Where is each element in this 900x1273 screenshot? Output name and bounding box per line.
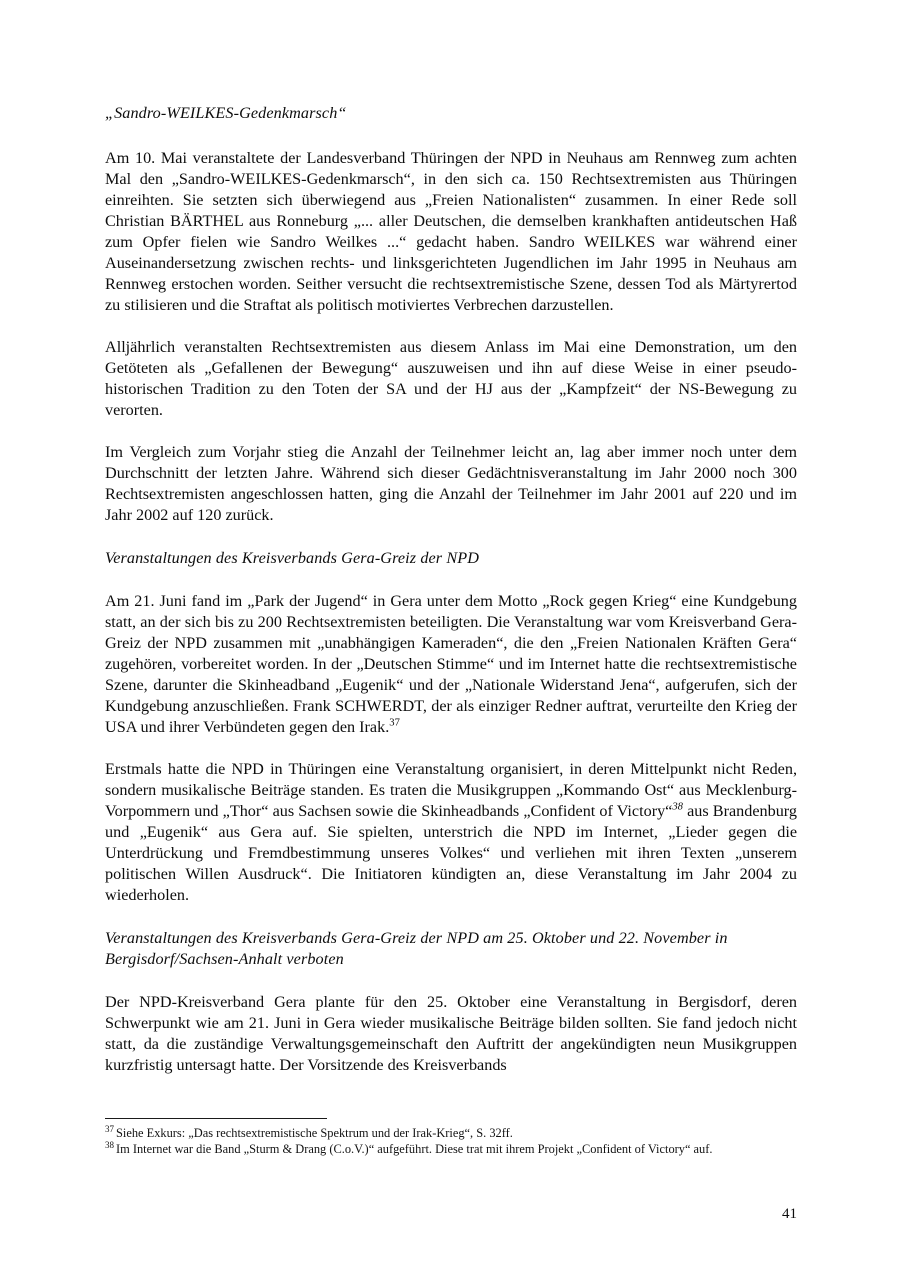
footnote-text: Im Internet war die Band „Sturm & Drang (C.o.V.)“ aufgeführt. Diese trat mit ihrem Projekt „Confident of Victory“ auf.: [116, 1142, 713, 1156]
paragraph-annual-demonstration: Alljährlich veranstalten Rechtsextremisten aus diesem Anlass im Mai eine Demonstration, um den Getöteten als „Gefallenen der Bewegung“ auszuweisen und ihn auf diese Weise in einer pseudo-historischen Tradition zu den Toten der SA und der HJ aus der „Kampfzeit“ der NS-Bewegung zu verorten.: [105, 338, 797, 419]
footnote-item: [105, 1125, 797, 1141]
spacer: [105, 526, 797, 548]
footnote-reference-37[interactable]: 37: [389, 717, 400, 729]
spacer: [105, 970, 797, 992]
footnote-number: 37: [105, 1123, 114, 1134]
footnote-item: [105, 1141, 797, 1157]
footnote-reference-38[interactable]: 38: [672, 801, 683, 813]
paragraph-text: Am 21. Juni fand im „Park der Jugend“ in Gera unter dem Motto „Rock gegen Krieg“ eine Kundgebung statt, an der sich bis zu 200 Rechtsextremisten beteiligten. Die Veranstaltung war vom Kreisverband Gera-Greiz der NPD zusammen mit „unabhängigen Kameraden“, die den „Freien Nationalen Kräften Gera“ zugehören, vorbereitet worden. In der „Deutschen Stimme“ und im Internet hatte die rechtsextremistische Szene, darunter die Skinheadband „Eugenik“ und der „Nationale Widerstand Jena“, aufgerufen, sich der Kundgebung anzuschließen. Frank SCHWERDT, der als einziger Redner auftrat, verurteilte den Krieg der USA und ihrer Verbündeten gegen den Irak.: [105, 592, 797, 736]
paragraph-music-event: [105, 759, 797, 906]
section-heading-sandro-weilkes-gedenkmarsch: „Sandro-WEILKES-Gedenkmarsch“: [105, 104, 347, 122]
section-heading-bergisdorf-verboten: Veranstaltungen des Kreisverbands Gera-Greiz der NPD am 25. Oktober und 22. November in Bergisdorf/Sachsen-Anhalt verboten: [105, 929, 728, 968]
footnote-area: [105, 1118, 797, 1157]
section-heading-kreisverband-gera-greiz: Veranstaltungen des Kreisverbands Gera-Greiz der NPD: [105, 549, 480, 567]
spacer: [105, 906, 797, 928]
footnote-text: Siehe Exkurs: „Das rechtsextremistische Spektrum und der Irak-Krieg“, S. 32ff.: [116, 1126, 513, 1140]
footnote-number: 38: [105, 1139, 114, 1150]
paragraph-rock-gegen-krieg-rally: [105, 591, 797, 738]
spacer: [105, 421, 797, 442]
spacer: [105, 316, 797, 337]
paragraph-bergisdorf-event-banned: Der NPD-Kreisverband Gera plante für den 25. Oktober eine Veranstaltung in Bergisdorf, deren Schwerpunkt wie am 21. Juni in Gera wieder musikalische Beiträge bilden sollten. Sie fand jedoch nicht statt, da die zuständige Verwaltungsgemeinschaft den Auftritt der angekündigten neun Musikgruppen kurzfristig untersagt hatte. Der Vorsitzende des Kreisverbands: [105, 993, 797, 1074]
footnote-separator-rule: [105, 1118, 327, 1119]
spacer: [105, 124, 797, 148]
spacer: [105, 569, 797, 591]
page-number: 41: [782, 1206, 797, 1222]
spacer: [105, 738, 797, 759]
paragraph-participant-numbers: Im Vergleich zum Vorjahr stieg die Anzahl der Teilnehmer leicht an, lag aber immer noch unter dem Durchschnitt der letzten Jahre. Während sich dieser Gedächtnisveranstaltung im Jahr 2000 noch 300 Rechtsextremisten angeschlossen hatten, ging die Anzahl der Teilnehmer im Jahr 2001 auf 220 und im Jahr 2002 auf 120 zurück.: [105, 443, 797, 524]
paragraph-text-part-b: aus Brandenburg und „Eugenik“ aus Gera auf. Sie spielten, unterstrich die NPD im Internet, „Lieder gegen die Unterdrückung und Fremdbestimmung unseres Volkes“ und verliehen mit ihren Texten „unserem politischen Willen Ausdruck“. Die Initiatoren kündigten an, diese Veranstaltung im Jahr 2004 zu wiederholen.: [105, 802, 797, 904]
paragraph-sandro-weilkes-march: Am 10. Mai veranstaltete der Landesverband Thüringen der NPD in Neuhaus am Rennweg zum achten Mal den „Sandro-WEILKES-Gedenkmarsch“, in den sich ca. 150 Rechtsextremisten aus Thüringen einreihten. Sie setzten sich überwiegend aus „Freien Nationalisten“ zusammen. In einer Rede soll Christian BÄRTHEL aus Ronneburg „... aller Deutschen, die demselben krankhaften antideutschen Haß zum Opfer fielen wie Sandro Weilkes ...“ gedacht haben. Sandro WEILKES war während einer Auseinandersetzung zwischen rechts- und linksgerichteten Jugendlichen im Jahr 1995 in Neuhaus am Rennweg erstochen worden. Seither versucht die rechtsextremistische Szene, dessen Tod als Märtyrertod zu stilisieren und die Straftat als politisch motiviertes Verbrechen darzustellen.: [105, 149, 797, 314]
paragraph-text-part-a: Erstmals hatte die NPD in Thüringen eine Veranstaltung organisiert, in deren Mittelpunkt nicht Reden, sondern musikalische Beiträge standen. Es traten die Musikgruppen „Kommando Ost“ aus Mecklenburg-Vorpommern und „Thor“ aus Sachsen sowie die Skinheadbands „Confident of Victory“: [105, 760, 797, 820]
page-body-content: [105, 103, 797, 1076]
